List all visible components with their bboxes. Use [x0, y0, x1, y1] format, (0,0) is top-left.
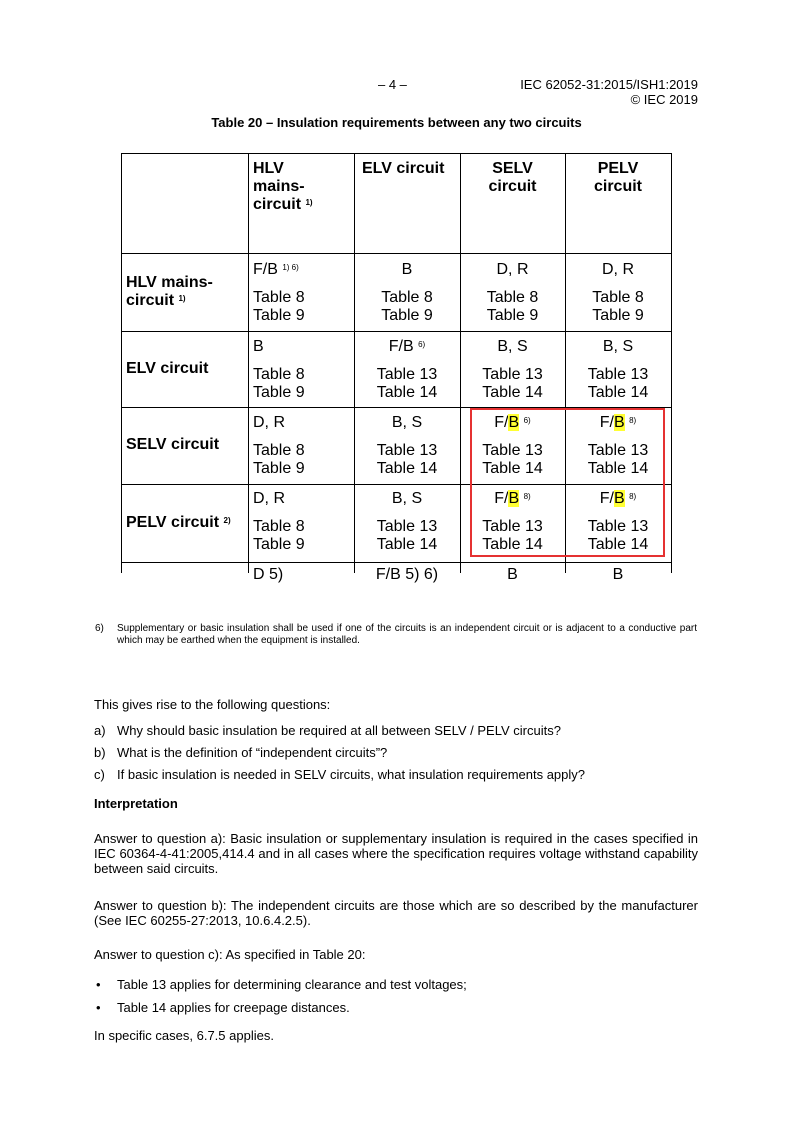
cut-row-cell: F/B 5) 6)	[375, 566, 439, 583]
cell-pelv-elv: B, S Table 13 Table 14	[376, 490, 438, 553]
row-header-selv: SELV circuit	[126, 436, 220, 453]
question-c-text: If basic insulation is needed in SELV circuits, what insulation requirements apply?	[117, 767, 586, 782]
table-caption: Table 20 – Insulation requirements between any two circuits	[211, 115, 582, 130]
insulation-table	[121, 153, 681, 583]
cut-row-cell: B	[612, 566, 624, 583]
document-id: IEC 62052-31:2015/ISH1:2019	[520, 77, 698, 92]
question-a-text: Why should basic insulation be required at all between SELV / PELV circuits?	[117, 723, 561, 738]
cell-elv-elv: F/B $^{6)}$ Table 13 Table 14	[376, 338, 438, 401]
question-b-marker: b)	[94, 745, 106, 760]
cell-hlv-selv: D, R Table 8 Table 9	[486, 261, 539, 324]
cell-selv-selv: F/B $^{6)}$ Table 13 Table 14	[482, 414, 543, 477]
bullet-item: Table 14 applies for creepage distances.	[117, 1000, 350, 1015]
col-header-elv: ELV circuit	[362, 160, 445, 177]
cell-selv-hlv: D, R Table 8 Table 9	[253, 414, 305, 477]
cell-elv-hlv: B Table 8 Table 9	[253, 338, 305, 401]
answer-b: Answer to question b): The independent circuits are those which are so described by the manufacturer (See IEC 60255-27:2013, 10.6.4.2.5).	[94, 898, 698, 928]
question-b-text: What is the definition of “independent circuits”?	[117, 745, 388, 760]
interpretation-heading: Interpretation	[94, 796, 178, 811]
answer-a: Answer to question a): Basic insulation or supplementary insulation is required in the cases specified in IEC 60364-4-41:2005,414.4 and in all cases where the specification requires voltage withstand capability between said circuits.	[94, 831, 698, 876]
cut-row-cell: D 5)	[253, 566, 284, 583]
footnote-marker: 6)	[95, 623, 104, 634]
cell-hlv-elv: B Table 8 Table 9	[381, 261, 433, 324]
bullet-dot: •	[96, 977, 101, 992]
cell-hlv-hlv: F/B $^{1) 6)}$ Table 8 Table 9	[253, 261, 305, 324]
question-a-marker: a)	[94, 723, 106, 738]
bullet-item: Table 13 applies for determining clearance and test voltages;	[117, 977, 467, 992]
bullet-dot: •	[96, 1000, 101, 1015]
footnote-text: Supplementary or basic insulation shall be used if one of the circuits is an independent circuit or is adjacent to a conductive part which may be earthed when the equipment is installed.	[117, 623, 697, 646]
closing-text: In specific cases, 6.7.5 applies.	[94, 1028, 274, 1043]
copyright: © IEC 2019	[630, 92, 698, 107]
cut-row-cell: B	[507, 566, 518, 583]
question-c-marker: c)	[94, 767, 105, 782]
col-header-selv: SELV circuit	[488, 160, 537, 195]
cell-pelv-selv: F/B $^{8)}$ Table 13 Table 14	[482, 490, 543, 553]
intro-text: This gives rise to the following questions:	[94, 697, 331, 712]
cell-selv-pelv: F/B $^{8)}$ Table 13 Table 14	[587, 414, 649, 477]
cell-elv-selv: B, S Table 13 Table 14	[482, 338, 543, 401]
cell-pelv-pelv: F/B $^{8)}$ Table 13 Table 14	[587, 490, 649, 553]
row-header-hlv: HLV mains- circuit $^{1)}$	[126, 274, 213, 309]
cell-hlv-pelv: D, R Table 8 Table 9	[592, 261, 644, 324]
cell-elv-pelv: B, S Table 13 Table 14	[587, 338, 649, 401]
row-header-elv: ELV circuit	[126, 360, 209, 377]
row-header-pelv: PELV circuit $^{2)}$	[126, 514, 231, 531]
cell-pelv-hlv: D, R Table 8 Table 9	[253, 490, 305, 553]
col-header-pelv: PELV circuit	[593, 160, 642, 195]
page-number: – 4 –	[378, 77, 407, 92]
answer-c: Answer to question c): As specified in Table 20:	[94, 947, 366, 962]
cell-selv-elv: B, S Table 13 Table 14	[376, 414, 438, 477]
red-highlight-box	[470, 408, 665, 557]
col-header-hlv: HLV mains- circuit $^{1)}$	[253, 160, 313, 213]
